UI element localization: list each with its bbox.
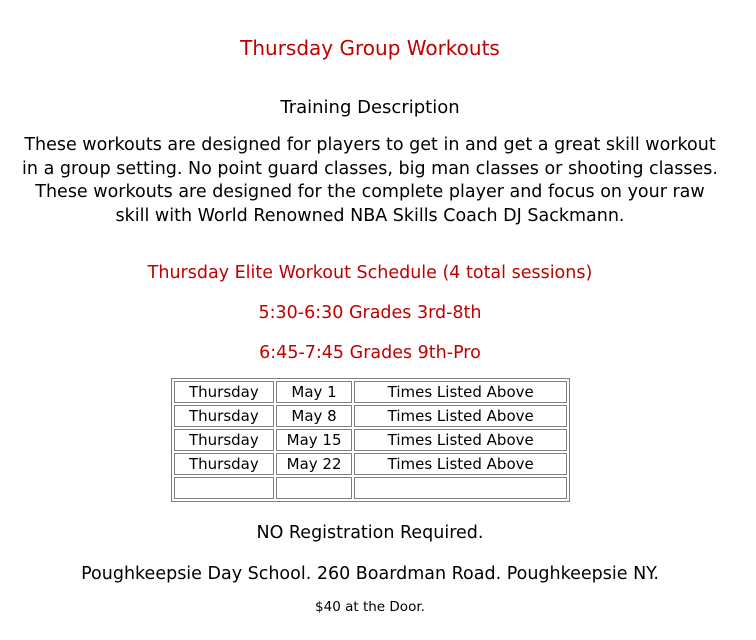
table-cell-day bbox=[174, 477, 274, 499]
session-time-older: 6:45-7:45 Grades 9th-Pro bbox=[259, 343, 481, 363]
table-cell-day: Thursday bbox=[174, 429, 274, 451]
table-row bbox=[174, 429, 567, 451]
location-address: Poughkeepsie Day School. 260 Boardman Road. Poughkeepsie NY. bbox=[81, 564, 659, 584]
table-cell-day: Thursday bbox=[174, 381, 274, 403]
schedule-heading: Thursday Elite Workout Schedule (4 total sessions) bbox=[147, 263, 593, 283]
table-cell-day: Thursday bbox=[174, 405, 274, 427]
table-cell-day: Thursday bbox=[174, 453, 274, 475]
table-cell-time bbox=[354, 477, 567, 499]
training-description-text: These workouts are designed for players to get in and get a great skill workout in a group setting. No point guard classes, big man classes or shooting classes. These workouts are designed for the complete player and focus on your raw skill with World Renowned NBA Skills Coach DJ Sackmann. bbox=[22, 135, 718, 226]
training-description-heading: Training Description bbox=[280, 97, 460, 118]
table-cell-date: May 22 bbox=[276, 453, 353, 475]
table-row bbox=[174, 477, 567, 499]
schedule-table bbox=[171, 378, 570, 502]
session-time-younger: 5:30-6:30 Grades 3rd-8th bbox=[258, 303, 482, 323]
table-row bbox=[174, 453, 567, 475]
price-note: $40 at the Door. bbox=[315, 599, 425, 615]
table-row bbox=[174, 381, 567, 403]
registration-note: NO Registration Required. bbox=[256, 523, 484, 543]
page-title: Thursday Group Workouts bbox=[240, 36, 500, 60]
table-cell-date bbox=[276, 477, 353, 499]
table-cell-time: Times Listed Above bbox=[354, 381, 567, 403]
table-cell-time: Times Listed Above bbox=[354, 405, 567, 427]
table-cell-date: May 15 bbox=[276, 429, 353, 451]
table-cell-date: May 1 bbox=[276, 381, 353, 403]
table-cell-time: Times Listed Above bbox=[354, 453, 567, 475]
table-cell-time: Times Listed Above bbox=[354, 429, 567, 451]
table-row bbox=[174, 405, 567, 427]
table-cell-date: May 8 bbox=[276, 405, 353, 427]
